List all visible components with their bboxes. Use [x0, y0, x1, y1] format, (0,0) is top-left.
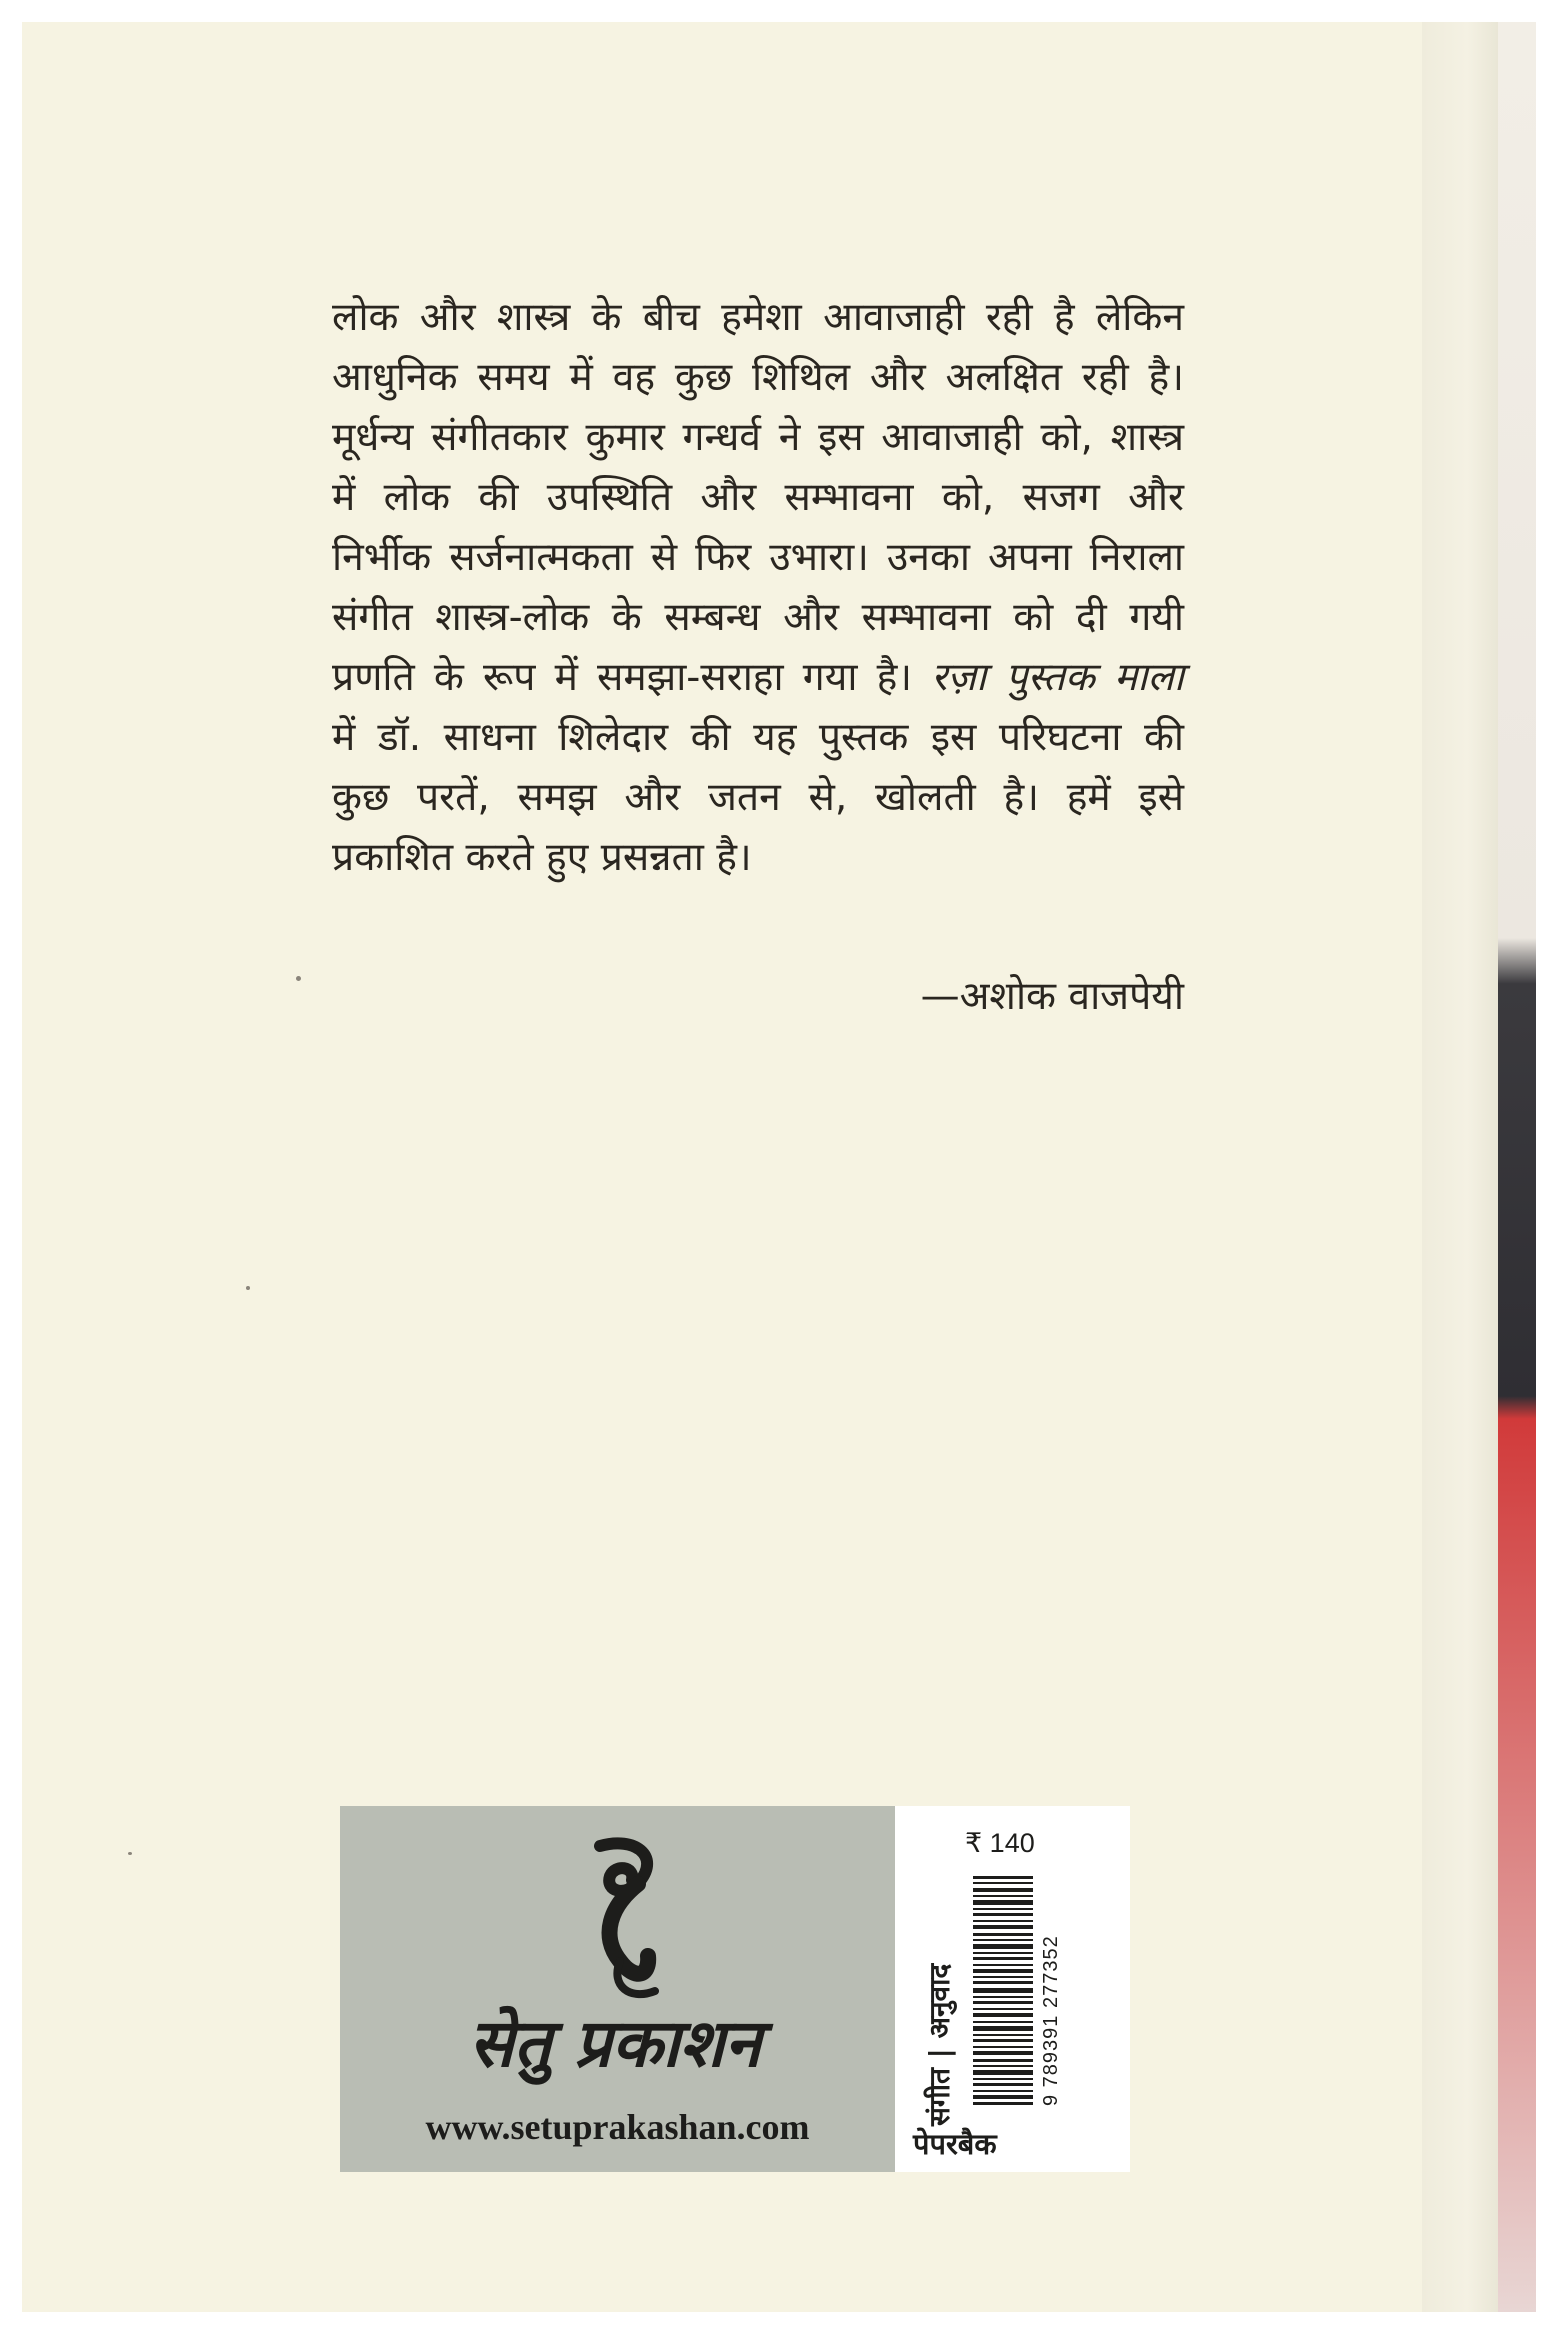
series-name: रज़ा पुस्तक माला: [931, 655, 1184, 700]
publisher-logo-panel: [340, 1806, 895, 2172]
blurb-line: संगीत शास्त्र-लोक के सम्बन्ध और सम्भावना को दी गयी: [332, 595, 1184, 640]
speck: [246, 1286, 250, 1290]
author-signature: —अशोक वाजपेयी: [920, 974, 1184, 1019]
speck: [296, 976, 301, 981]
isbn-number: 9 789391 277352: [1040, 1935, 1062, 2106]
blurb-line: आधुनिक समय में वह कुछ शिथिल और अलक्षित रही है।: [332, 355, 1184, 400]
blurb-line: में डॉ. साधना शिलेदार की यह पुस्तक इस परिघटना की: [332, 715, 1184, 760]
publisher-website: www.setuprakashan.com: [425, 2107, 810, 2147]
blurb-text: [332, 288, 1184, 888]
blurb-line: मूर्धन्य संगीतकार कुमार गन्धर्व ने इस आवाजाही को, शास्त्र: [332, 415, 1184, 460]
category-label: संगीत | अनुवाद: [923, 1963, 956, 2126]
publisher-logo-icon: [580, 1836, 670, 2006]
blurb-line: निर्भीक सर्जनात्मकता से फिर उभारा। उनका अपना निराला: [332, 535, 1184, 580]
blurb-line-text: प्रणति के रूप में समझा-सराहा गया है।: [332, 655, 913, 700]
barcode-icon: [973, 1876, 1033, 2106]
blurb-line: लोक और शास्त्र के बीच हमेशा आवाजाही रही है लेकिन: [332, 295, 1184, 340]
binding-label: पेपरबैक: [913, 2127, 997, 2161]
cover-fold: [1422, 22, 1498, 2312]
blurb-line: में लोक की उपस्थिति और सम्भावना को, सजग और: [332, 475, 1184, 520]
speck: [128, 1852, 132, 1855]
price-label: ₹ 140: [965, 1828, 1035, 1858]
publisher-name: सेतु प्रकाशन: [468, 2004, 762, 2082]
page-edge: [1498, 22, 1536, 2312]
blurb-line-with-series: [332, 648, 1184, 708]
blurb-line: प्रकाशित करते हुए प्रसन्नता है।: [332, 835, 752, 880]
blurb-line: कुछ परतें, समझ और जतन से, खोलती है। हमें इसे: [332, 775, 1184, 820]
book-info-panel: [895, 1806, 1130, 2172]
publisher-box: [340, 1806, 1130, 2172]
